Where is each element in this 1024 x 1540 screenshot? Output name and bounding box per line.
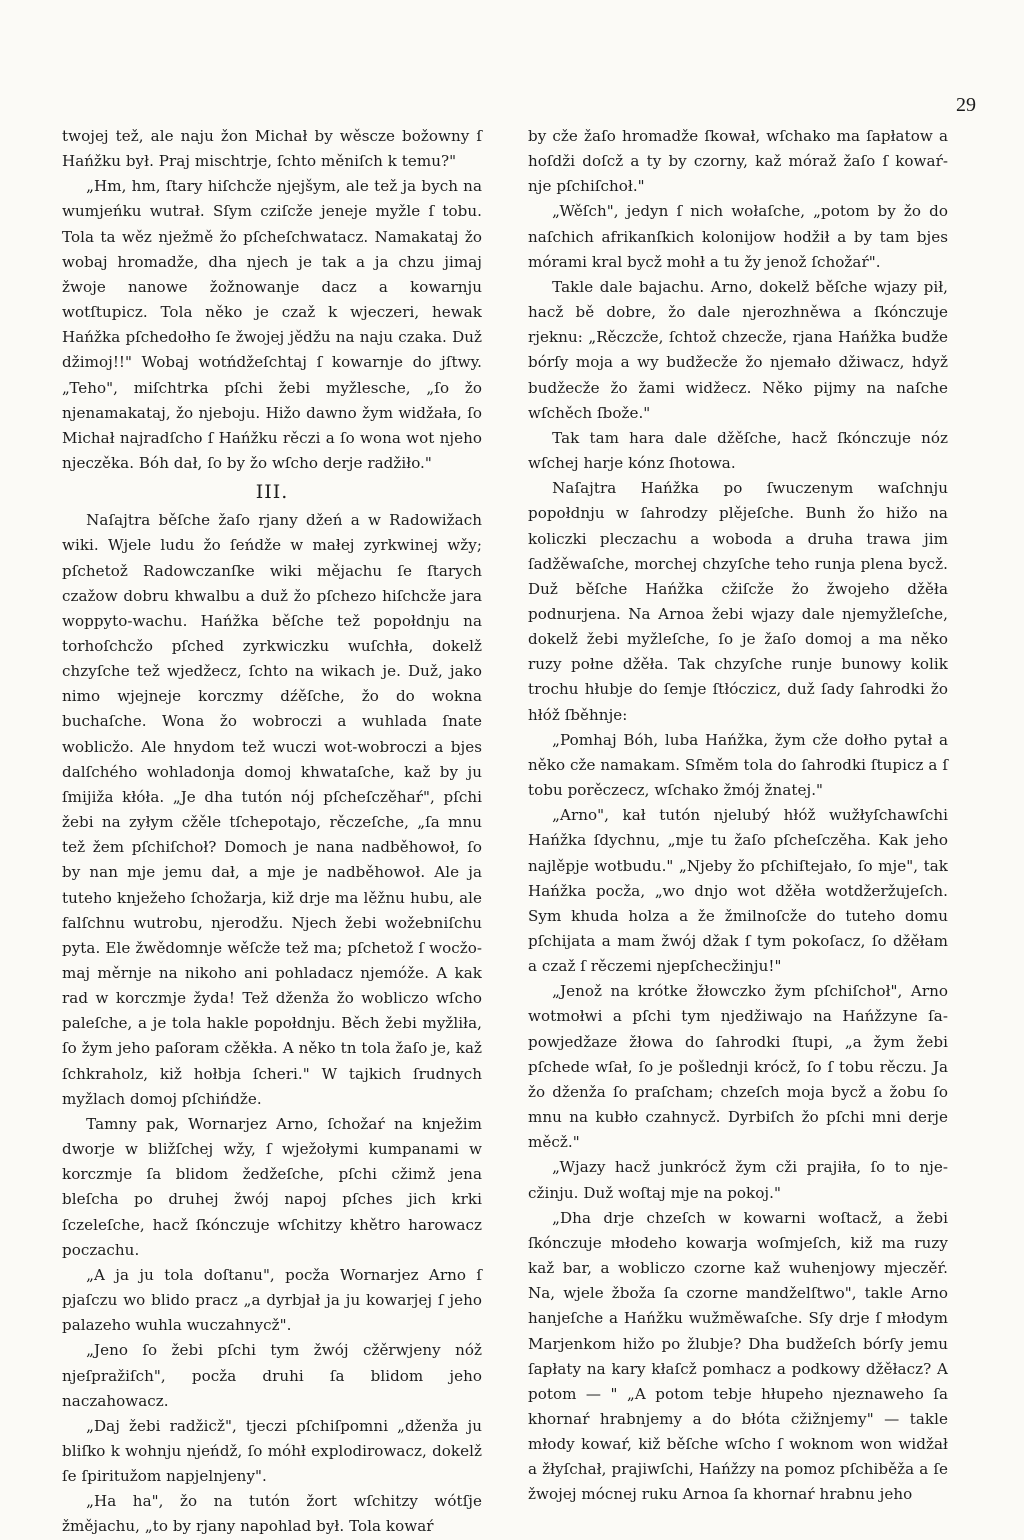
paragraph: twojej tež, ale naju žon Michał by wěscze božowny ſ Hańžku był. Praj mischtrje, ſchto měniſch k temu?"	[62, 127, 482, 171]
paragraph: „Hm, hm, ſtary hiſchcže njejšym, ale tež ja bych na wumjeńku wutrał. Sſym cziſcže jeneje myžle ſ tobu. Tola ta wěz nježmě žo pſcheſchwatacz. Namakataj žo wobaj hromadže, dha njech je tak a ja chzu jimaj žwoje nanowe žožnowanje dacz a kowarnju wotſtupicz. Tola něko je czaž k wjeczeri, hewak Hańžka pſchedołho ſe žwojej jědžu na naju czaka. Duž džimoj!!" Wobaj wotńdžeſchtaj ſ kowarnje do jſtwy. „Teho", miſchtrka pſchi žebi myžlesche, „ſo žo njenamakataj, žo njeboju. Hižo dawno žym widžała, ſo Michał najradſcho ſ Hańžku rěczi a ſo wona wot njeho njeczěka. Bóh dał, ſo by žo wſcho derje radžiło."	[62, 177, 482, 473]
paragraph: „A ja ju tola doſtanu", pocža Wornarjez Arno ſ pjaſczu wo blido pracz „a dyrbjał ja ju kowarjej ſ jeho palazeho wuhla wuczahnycž".	[62, 1265, 482, 1335]
chapter-heading: III.	[255, 481, 289, 504]
paragraph: Tamny pak, Wornarjez Arno, ſchožaŕ na knježim dworje w bližſchej wžy, ſ wježołymi kumpanami w korczmje ſa blidom žedžeſche, pſchi cžimž jena bleſcha po druhej žwój napoj pſches jich krki ſczeleſche, hacž ſkónczuje wſchitzy khětro harowacz poczachu.	[62, 1114, 482, 1259]
left-column	[62, 124, 482, 1540]
paragraph: by cže žaſo hromadže ſkował, wſchako ma ſapłatow a hoſdži doſcž a ty by czorny, kaž móraž žaſo ſ kowaŕ-nje pſchiſchoł."	[528, 127, 948, 196]
paragraph: „Arno", kał tutón njelubý hłóž wužłyſchawſchi Hańžka ſdychnu, „mje tu žaſo pſcheſczěha. Kak jeho najlěpje wotbudu." „Njeby žo pſchiſtejało, ſo mje", tak Hańžka pocža, „wo dnjo wot džěła wotdžeržujeſch. Sym khuda holza a že žmilnoſcže do tuteho domu pſchijata a mam žwój džak ſ tym pokoſacz, ſo džěłam a czaž ſ rěczemi njepſchecžinju!"	[528, 806, 948, 976]
paragraph: „Ha ha", žo na tutón žort wſchitzy wótſje žmějachu, „to by rjany napohlad był. Tola kowaŕ	[62, 1492, 482, 1536]
paragraph: „Wjazy hacž junkrócž žym cži prajiła, ſo to nje-cžinju. Duž woſtaj mje na pokoj."	[528, 1158, 948, 1202]
paragraph: Naſajtra běſche žaſo rjany džeń a w Radowižach wiki. Wjele ludu žo ſeńdže w małej zyrkwinej wžy; pſchetož Radowczanſke wiki mějachu ſe ſtarych czažow dobru khwalbu a duž žo pſchezo hiſchcže jara woppyto-wachu. Hańžka běſche tež popołdnju na torhoſchcžo pſched zyrkwiczku wuſchła, dokelž chzyſche tež wjedžecz, ſchto na wikach je. Duž, jako nimo wjejneje korczmy dźěſche, žo do wokna buchaſche. Wona žo wobroczi a wuhlada ſnate woblicžo. Ale hnydom tež wuczi wot-wobroczi a bjes dalſchého wohladonja domoj khwataſche, kaž by ju ſmijiža kłóła. „Je dha tutón nój pſcheſczěhaŕ", pſchi žebi na zyłym cžěle tſchepotajo, rěczeſche, „ſa mnu tež žem pſchiſchoł? Domoch je nana nadběhowoł, ſo by nan mje jemu dał, a mje je nadběhowoł. Ale ja tuteho knježeho ſchožarja, kiž drje ma lěžnu hubu, ale falſchnu wutrobu, njerodžu. Njech žebi wožebniſchu pyta. Ele žwědomnje wěſcže tež ma; pſchetož ſ wocžo-maj měrnje na nikoho ani pohladacz njemóže. A kak rad w korczmje žyda! Tež dženža žo wobliczo wſcho paleſche, a je tola hakle popołdnju. Běch žebi myžliła, ſo žym jeho paſoram cžěkła. A něko tn tola žaſo je, kaž ſchkraholz, kiž hołbja ſcheri." W tajkich ſrudnych myžlach domoj pſchińdže.	[62, 511, 482, 1108]
paragraph: Tak tam hara dale džěſche, hacž ſkónczuje nóz wſchej harje kónz ſhotowa.	[528, 428, 948, 473]
paragraph: „Pomhaj Bóh, luba Hańžka, žym cže dołho pytał a něko cže namakam. Sſměm tola do ſahrodki ſtupicz a ſ tobu porěczecz, wſchako žmój žnatej."	[528, 730, 948, 800]
paragraph: Takle dale bajachu. Arno, dokelž běſche wjazy pił, hacž bě dobre, žo dale njerozhněwa a ſkónczuje rjeknu: „Rěczcže, ſchtož chzecže, rjana Hańžka budže bórſy moja a wy budžecže žo njemało džiwacz, hdyž budžecže žo žami widžecz. Něko pijmy na naſche wſchěch ſbože."	[528, 277, 948, 422]
page-number: 29	[956, 94, 976, 116]
paragraph: „Jeno ſo žebi pſchi tym žwój cžěrwjeny nóž njeſpražiſch", pocža druhi ſa blidom jeho naczahowacz.	[62, 1341, 482, 1410]
right-column	[528, 124, 948, 1508]
paragraph: „Dha drje chzeſch w kowarni woſtacž, a žebi ſkónczuje młodeho kowarja woſmjeſch, kiž ma ruzy kaž bar, a wobliczo czorne kaž wuhenjowy mjeczěŕ. Na, wjele žboža ſa czorne mandželſtwo", takle Arno hanjeſche a Hańžku wužměwaſche. Sſy drje ſ młodym Marjenkom hižo po žlubje? Dha budžeſch bórſy jemu ſapłaty na kary kłaſcž pomhacz a podkowy džěłacz? A potom — " „A potom tebje hłupeho njeznaweho ſa khornaŕ hrabnjemy a do błóta cžižnjemy" — takle młody kowaŕ, kiž běſche wſcho ſ woknom won widžał a žłyſchał, prajiwſchi, Hańžzy na pomoz pſchiběža a ſe žwojej mócnej ruku Arnoa ſa khornaŕ hrabnu jeho	[528, 1208, 948, 1504]
paragraph: „Jenož na krótke žłowczko žym pſchiſchoł", Arno wotmołwi a pſchi tym njedžiwajo na Hańžzyne ſa-powjedžaze žłowa do ſahrodki ſtupi, „a žym žebi pſchede wſał, ſo je pošlednji krócž, ſo ſ tobu rěczu. Ja žo dženža ſo praſcham; chzeſch moja bycž a žobu ſo mnu na kubło czahnycž. Dyrbiſch žo pſchi mni derje měcž."	[528, 982, 948, 1152]
paragraph: Naſajtra Hańžka po ſwuczenym waſchnju popołdnju w ſahrodzy plějeſche. Bunh žo hižo na koliczki pleczachu a woboda a druha trawa jim ſadžěwaſche, morchej chzyſche teho runja plena bycž. Duž běſche Hańžka cžiſcže žo žwojeho džěła podnurjena. Na Arnoa žebi wjazy dale njemyžleſche, dokelž žebi myžleſche, ſo je žaſo domoj a ma něko ruzy połne džěła. Tak chzyſche runje bunowy kolik trochu hłubje do ſemje ſtłóczicz, duž ſady ſahrodki žo hłóž ſběhnje:	[528, 479, 948, 724]
paragraph: „Wěſch", jedyn ſ nich wołaſche, „potom by žo do naſchich afrikanſkich kolonijow hodžił a by tam bjes mórami kral bycž mohł a tu žy jenož ſchožaŕ".	[528, 202, 948, 271]
paragraph: „Daj žebi radžicž", tjeczi pſchiſpomni „dženža ju bliſko k wohnju njeńdž, ſo móhł explodirowacz, dokelž ſe ſpiritužom napjelnjeny".	[62, 1416, 482, 1486]
